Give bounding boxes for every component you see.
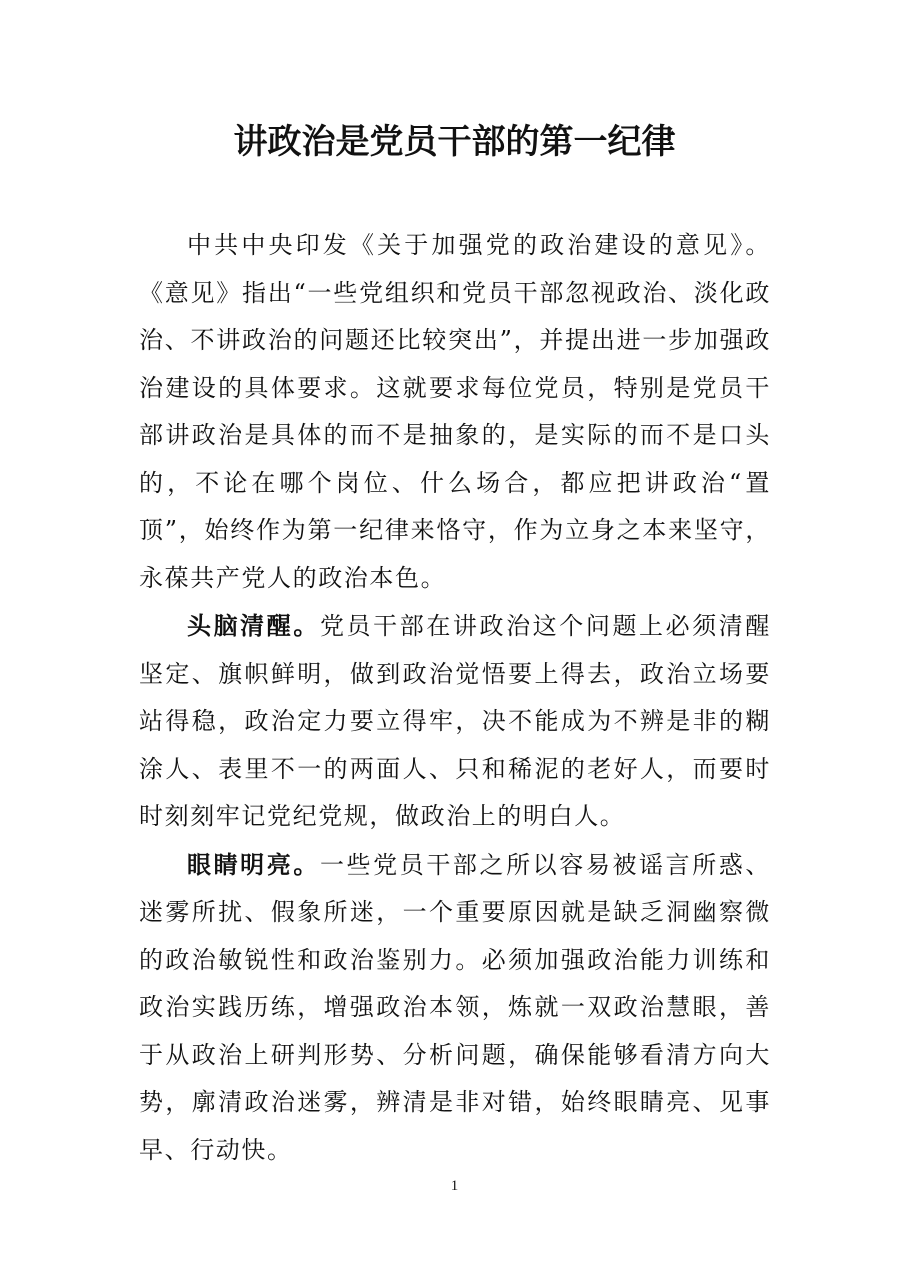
paragraph-clear-mind xyxy=(139,602,771,841)
page-number: 1 xyxy=(450,1178,459,1194)
document-body xyxy=(139,222,771,1174)
document-title: 讲政治是党员干部的第一纪律 xyxy=(233,122,676,162)
paragraph-text: 党员干部在讲政治这个问题上必须清醒坚定、旗帜鲜明，做到政治觉悟要上得去，政治立场要站得稳，政治定力要立得牢，决不能成为不辨是非的糊涂人、表里不一的两面人、只和稀泥的老好人，而要时时刻刻牢记党纪党规，做政治上的明白人。 xyxy=(139,612,771,830)
paragraph-text: 中共中央印发《关于加强党的政治建设的意见》。《意见》指出“一些党组织和党员干部忽视政治、淡化政治、不讲政治的问题还比较突出”，并提出进一步加强政治建设的具体要求。这就要求每位党员，特别是党员干部讲政治是具体的而不是抽象的，是实际的而不是口头的，不论在哪个岗位、什么场合，都应把讲政治“置顶”，始终作为第一纪律来恪守，作为立身之本来坚守，永葆共产党人的政治本色。 xyxy=(139,231,771,592)
paragraph-lead: 头脑清醒。 xyxy=(187,611,320,640)
paragraph-intro xyxy=(139,222,771,602)
paragraph-bright-eyes xyxy=(139,841,771,1175)
paragraph-text: 一些党员干部之所以容易被谣言所惑、迷雾所扰、假象所迷，一个重要原因就是缺乏洞幽察微的政治敏锐性和政治鉴别力。必须加强政治能力训练和政治实践历练，增强政治本领，炼就一双政治慧眼，善于从政治上研判形势、分析问题，确保能够看清方向大势，廓清政治迷雾，辨清是非对错，始终眼睛亮、见事早、行动快。 xyxy=(139,850,771,1164)
paragraph-lead: 眼睛明亮。 xyxy=(187,849,320,879)
